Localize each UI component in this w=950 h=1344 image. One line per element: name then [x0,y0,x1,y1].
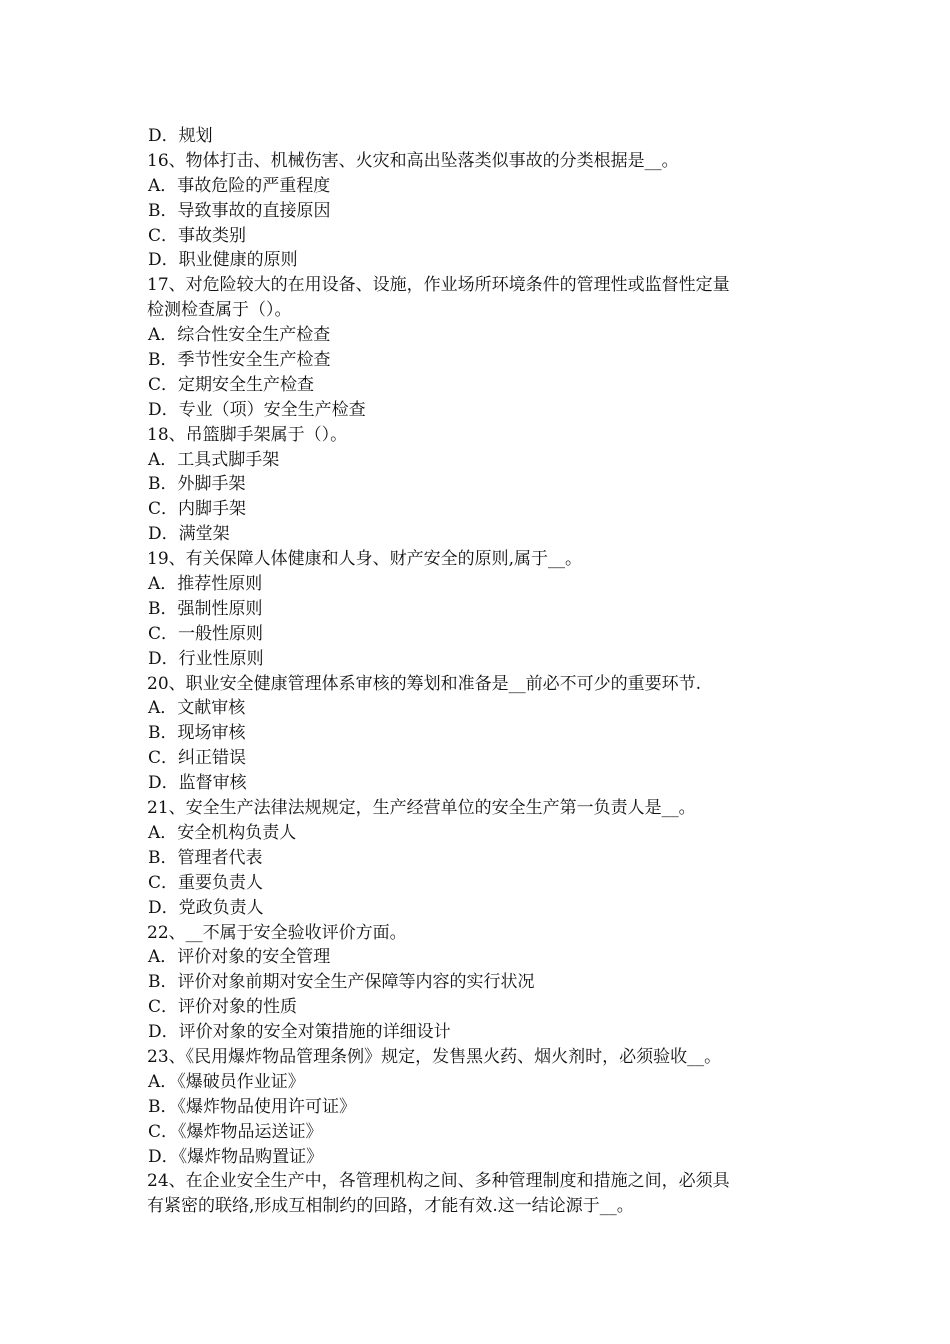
answer-option: B．《爆炸物品使用许可证》 [148,1096,356,1117]
answer-option: B．导致事故的直接原因 [148,200,331,221]
question-text: 有紧密的联络,形成互相制约的回路，才能有效.这一结论源于__。 [147,1196,634,1217]
question-text: 24、在企业安全生产中，各管理机构之间、多种管理制度和措施之间，必须具 [147,1171,730,1192]
answer-option: A．工具式脚手架 [148,449,280,470]
answer-option: C．纠正错误 [148,748,247,769]
answer-option: A．推荐性原则 [148,574,263,595]
question-text: 20、职业安全健康管理体系审核的筹划和准备是__前必不可少的重要环节. [147,673,702,694]
answer-option: A．评价对象的安全管理 [148,947,331,968]
answer-option: A．文献审核 [148,698,246,719]
question-text: 22、__不属于安全验收评价方面。 [147,922,407,943]
answer-option: D．行业性原则 [148,648,264,669]
answer-option: A．安全机构负责人 [148,822,297,843]
answer-option: A．《爆破员作业证》 [148,1071,305,1092]
answer-option: D．规划 [148,126,213,146]
answer-option: C．事故类别 [148,225,247,246]
answer-option: C．一般性原则 [148,623,264,644]
answer-option: B．季节性安全生产检查 [148,350,331,371]
answer-option: D．党政负责人 [148,897,264,918]
answer-option: C．重要负责人 [148,872,264,893]
answer-option: B．外脚手架 [148,474,246,495]
answer-option: C．定期安全生产检查 [148,374,315,395]
answer-option: C．《爆炸物品运送证》 [148,1121,323,1142]
answer-option: B．评价对象前期对安全生产保障等内容的实行状况 [148,972,535,993]
question-text: 23、《民用爆炸物品管理条例》规定，发售黑火药、烟火剂时，必须验收__。 [147,1046,722,1067]
answer-option: D．评价对象的安全对策措施的详细设计 [148,1022,451,1043]
question-text: 18、吊篮脚手架属于（）。 [147,424,348,445]
answer-option: D．职业健康的原则 [148,250,298,271]
question-list [147,124,827,1219]
answer-option: D．监督审核 [148,773,247,794]
answer-option: D．专业（项）安全生产检查 [148,399,366,420]
answer-option: B．管理者代表 [148,847,263,868]
answer-option: C．评价对象的性质 [148,997,298,1018]
answer-option: A．事故危险的严重程度 [148,175,331,196]
answer-option: A．综合性安全生产检查 [148,325,331,346]
answer-option: B．强制性原则 [148,598,263,619]
question-text: 17、对危险较大的在用设备、设施，作业场所环境条件的管理性或监督性定量 [147,275,730,296]
question-text: 16、物体打击、机械伤害、火灾和高出坠落类似事故的分类根据是__。 [147,150,679,171]
answer-option: B．现场审核 [148,723,246,744]
answer-option: D．《爆炸物品购置证》 [148,1146,324,1167]
answer-option: C．内脚手架 [148,499,247,520]
question-text: 检测检查属于（）。 [147,300,292,321]
answer-option: D．满堂架 [148,524,230,545]
question-text: 21、安全生产法律法规规定，生产经营单位的安全生产第一负责人是__。 [147,798,696,819]
question-text: 19、有关保障人体健康和人身、财产安全的原则,属于__。 [147,549,583,570]
